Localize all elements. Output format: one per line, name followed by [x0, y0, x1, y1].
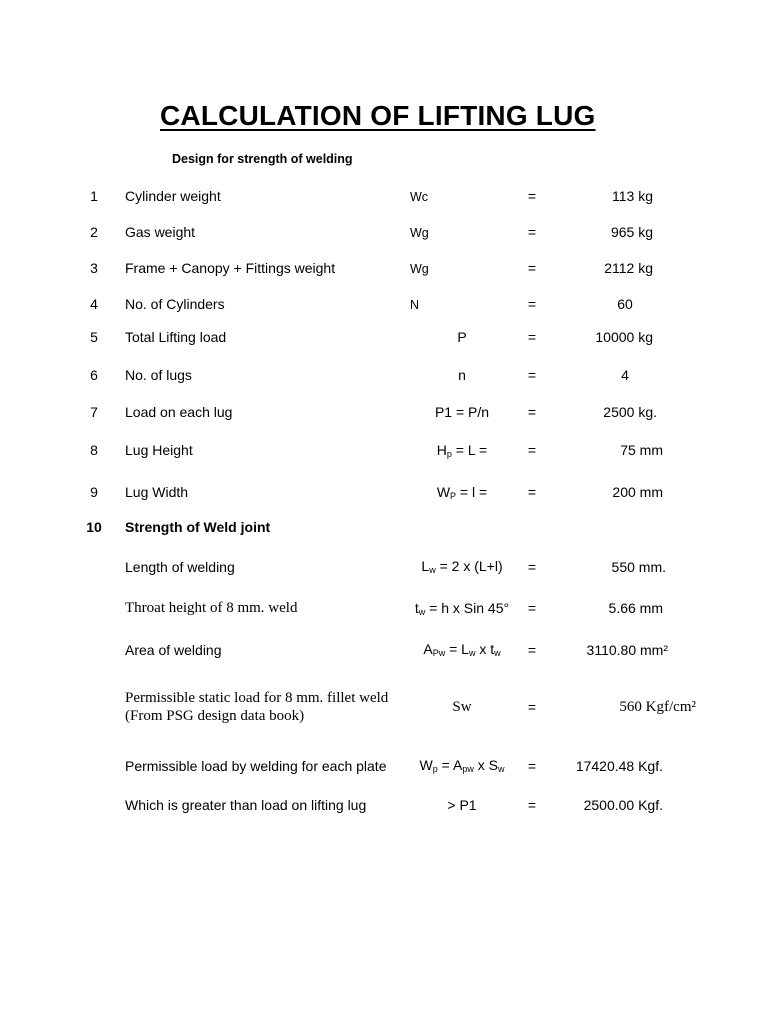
page-title: CALCULATION OF LIFTING LUG — [160, 100, 596, 131]
section-heading: Strength of Weld joint — [125, 519, 271, 535]
row-symbol: N — [410, 298, 420, 312]
equals-sign: = — [527, 484, 537, 500]
row-label: Which is greater than load on lifting lug — [125, 797, 367, 813]
row-label: Length of welding — [125, 559, 235, 575]
equals-sign: = — [527, 296, 537, 312]
equals-sign: = — [527, 367, 537, 383]
row-value: 4 — [621, 367, 629, 383]
row-symbol — [400, 484, 524, 500]
row-label: Cylinder weight — [125, 188, 221, 204]
row-symbol: $t_w = h$ x Sin 45° — [414, 600, 510, 617]
equals-sign: = — [527, 797, 537, 813]
row-symbol: n — [458, 367, 466, 383]
row-value: 75 mm — [620, 442, 663, 458]
row-symbol: $W_p = A_{pw}$ x $S_w$ — [419, 757, 505, 774]
row-number: 2 — [90, 224, 98, 240]
row-value: 10000 kg — [595, 329, 653, 345]
row-label: Area of welding — [125, 642, 222, 658]
equals-sign: = — [527, 329, 537, 345]
row-value: 60 — [617, 296, 633, 312]
equals-sign: = — [527, 758, 537, 774]
symbol-rest: = L = — [451, 442, 488, 458]
row-value: 5.66 mm — [608, 600, 663, 616]
row-value: 965 kg — [610, 224, 653, 240]
row-symbol: Sw — [452, 699, 472, 715]
row-label: Total Lifting load — [125, 329, 227, 345]
row-label: Lug Width — [125, 484, 189, 500]
section-subtitle: Design for strength of welding — [172, 152, 353, 166]
equals-sign: = — [527, 188, 537, 204]
row-number: 1 — [90, 188, 98, 204]
row-label: Permissible static load for 8 mm. fillet weld (From PSG design data book) — [125, 690, 389, 724]
row-number: 6 — [90, 367, 98, 383]
row-number: 5 — [90, 329, 98, 345]
symbol-rest: = l = — [456, 484, 488, 500]
row-symbol: > P1 — [447, 797, 477, 813]
equals-sign: = — [527, 699, 537, 715]
equals-sign: = — [527, 224, 537, 240]
row-number: 7 — [90, 404, 98, 420]
row-number: 4 — [90, 296, 98, 312]
symbol-subscript: P — [450, 491, 457, 501]
row-label: No. of lugs — [125, 367, 192, 383]
row-symbol: Wc — [410, 190, 429, 204]
row-symbol: P1 = P/n — [434, 404, 490, 420]
row-label: Frame + Canopy + Fittings weight — [125, 260, 336, 276]
equals-sign: = — [527, 642, 537, 658]
symbol-main: H — [436, 442, 447, 458]
row-symbol — [400, 442, 524, 458]
symbol-subscript: p — [446, 449, 452, 459]
row-label: Load on each lug — [125, 404, 233, 420]
row-value: 2500 kg. — [603, 404, 657, 420]
row-symbol: $L_w = 2$ x (L+l) — [421, 558, 503, 575]
row-symbol: Wg — [410, 262, 429, 276]
equals-sign: = — [527, 260, 537, 276]
row-value: 2112 kg — [604, 260, 653, 276]
row-value: 2500.00 Kgf. — [583, 797, 663, 813]
equals-sign: = — [527, 442, 537, 458]
equals-sign: = — [527, 559, 537, 575]
section-number: 10 — [86, 519, 102, 535]
row-symbol: P — [457, 329, 467, 345]
equals-sign: = — [527, 404, 537, 420]
row-label: Gas weight — [125, 224, 196, 240]
row-symbol: $A_{Pw} = L_w$ x $t_w$ — [423, 641, 501, 658]
row-value: 113 kg — [612, 188, 653, 204]
row-value: 200 mm — [612, 484, 663, 500]
row-label: Permissible load by welding for each plate — [125, 758, 387, 774]
row-symbol: Wg — [410, 226, 429, 240]
equals-sign: = — [527, 600, 537, 616]
row-label: Lug Height — [125, 442, 193, 458]
row-value: 17420.48 Kgf. — [575, 758, 663, 774]
row-label: Throat height of 8 mm. weld — [125, 600, 298, 616]
row-number: 9 — [90, 484, 98, 500]
row-number: 8 — [90, 442, 98, 458]
row-label: No. of Cylinders — [125, 296, 225, 312]
row-value: 3110.80 mm² — [586, 642, 668, 658]
row-number: 3 — [90, 260, 98, 276]
row-value: 560 Kgf/cm² — [619, 699, 696, 715]
row-value: 550 mm. — [611, 559, 666, 575]
symbol-main: W — [436, 484, 451, 500]
